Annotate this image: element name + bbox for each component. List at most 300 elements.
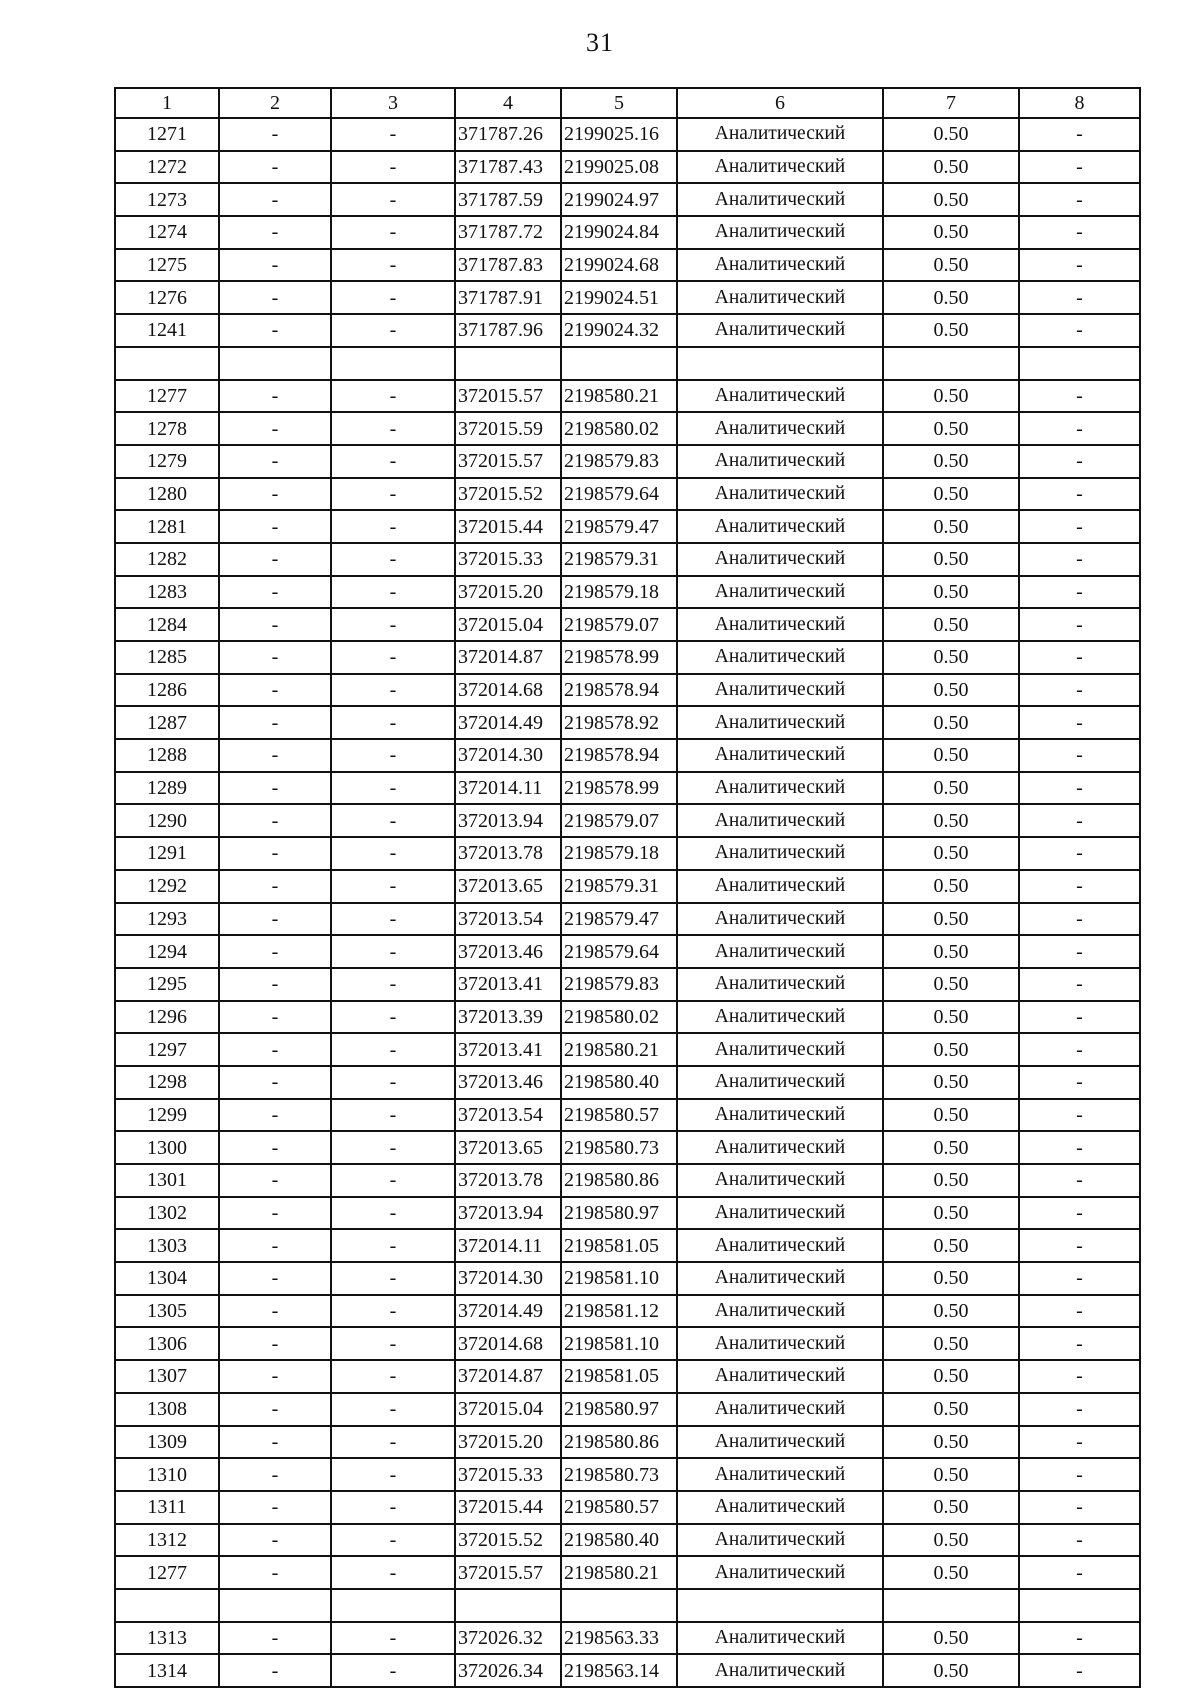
table-cell: - [331,706,455,739]
table-cell: - [1019,216,1140,249]
table-cell: 1285 [115,641,219,674]
table-cell: Аналитический [677,281,883,314]
table-cell: 1283 [115,576,219,609]
column-header: 1 [115,88,219,118]
table-cell: 372015.44 [455,1491,561,1524]
table-cell: Аналитический [677,903,883,936]
table-cell: 2198580.40 [561,1066,677,1099]
table-cell: - [331,412,455,445]
table-cell: 1284 [115,608,219,641]
table-cell: Аналитический [677,1654,883,1687]
table-cell: - [219,478,331,511]
table-cell: 1272 [115,151,219,184]
table-cell: - [219,1524,331,1557]
table-cell: 1298 [115,1066,219,1099]
table-cell: 1295 [115,968,219,1001]
table-cell: - [331,216,455,249]
table-cell: Аналитический [677,674,883,707]
table-cell: 372015.52 [455,478,561,511]
table-cell: Аналитический [677,1622,883,1655]
table-cell: 0.50 [883,1491,1019,1524]
table-cell: Аналитический [677,1327,883,1360]
table-cell: 0.50 [883,804,1019,837]
table-cell: 1279 [115,445,219,478]
table-cell: - [1019,968,1140,1001]
table-cell: - [219,445,331,478]
table-cell: - [1019,1066,1140,1099]
table-cell: 371787.91 [455,281,561,314]
table-cell: 0.50 [883,281,1019,314]
table-row [115,739,1140,772]
table-cell: - [1019,804,1140,837]
table-cell: - [1019,249,1140,282]
table-cell: - [331,739,455,772]
table-cell: Аналитический [677,772,883,805]
table-cell: - [331,804,455,837]
table-cell: 0.50 [883,1197,1019,1230]
table-cell: 0.50 [883,1556,1019,1589]
table-cell: - [219,1393,331,1426]
table-cell [331,347,455,380]
table-cell: 372013.78 [455,837,561,870]
table-cell: - [331,1360,455,1393]
column-header: 4 [455,88,561,118]
table-cell: - [219,1262,331,1295]
table-cell: - [1019,837,1140,870]
table-cell: 0.50 [883,903,1019,936]
table-cell: 0.50 [883,412,1019,445]
table-cell: - [1019,1524,1140,1557]
table-cell: Аналитический [677,641,883,674]
table-cell: - [331,1131,455,1164]
table-cell: - [219,281,331,314]
table-row [115,347,1140,380]
table-cell: 0.50 [883,543,1019,576]
table-cell: 2198579.18 [561,576,677,609]
table-cell: - [1019,1099,1140,1132]
table-cell: 1274 [115,216,219,249]
table-cell: - [1019,281,1140,314]
table-cell: 1278 [115,412,219,445]
table-row [115,1229,1140,1262]
table-cell: 0.50 [883,380,1019,413]
table-cell: Аналитический [677,1393,883,1426]
table-cell: - [219,1654,331,1687]
table-cell: 1310 [115,1458,219,1491]
table-row [115,543,1140,576]
table-cell: - [1019,1229,1140,1262]
table-cell: - [219,739,331,772]
table-cell: - [219,1295,331,1328]
table-cell: 2198580.02 [561,1001,677,1034]
table-cell: Аналитический [677,249,883,282]
table-row [115,706,1140,739]
table-cell: 372014.68 [455,674,561,707]
table-cell: 0.50 [883,837,1019,870]
table-row [115,412,1140,445]
table-row [115,641,1140,674]
table-cell: - [331,1099,455,1132]
table-cell: - [219,1066,331,1099]
table-cell: - [331,935,455,968]
table-cell: 1277 [115,1556,219,1589]
table-cell: 0.50 [883,478,1019,511]
table-cell: 0.50 [883,935,1019,968]
table-cell: - [1019,870,1140,903]
table-cell: - [1019,478,1140,511]
table-cell: 2198579.64 [561,478,677,511]
table-row [115,935,1140,968]
table-cell: 372015.20 [455,1426,561,1459]
table-row [115,1360,1140,1393]
table-cell: 371787.43 [455,151,561,184]
table-row [115,1099,1140,1132]
table-cell: 372015.57 [455,380,561,413]
table-cell: 1296 [115,1001,219,1034]
table-cell: 0.50 [883,151,1019,184]
table-cell: 1273 [115,183,219,216]
table-cell: 0.50 [883,1001,1019,1034]
table-cell: 1309 [115,1426,219,1459]
table-cell: 372013.54 [455,1099,561,1132]
table-cell: 2198579.83 [561,968,677,1001]
table-cell: - [331,314,455,347]
table-cell: 0.50 [883,576,1019,609]
table-cell: - [1019,576,1140,609]
table-cell: - [331,445,455,478]
table-cell: 372014.49 [455,1295,561,1328]
table-cell: - [219,1001,331,1034]
column-header: 5 [561,88,677,118]
table-body [115,118,1140,1687]
table-cell: 372026.34 [455,1654,561,1687]
table-cell: Аналитический [677,1556,883,1589]
table-cell: - [331,772,455,805]
table-cell: Аналитический [677,151,883,184]
table-cell: - [1019,739,1140,772]
table-cell: - [1019,118,1140,151]
table-cell: 1276 [115,281,219,314]
table-cell: Аналитический [677,183,883,216]
table-cell [115,347,219,380]
table-cell: Аналитический [677,1164,883,1197]
table-cell: 2198580.21 [561,380,677,413]
table-cell: - [331,641,455,674]
table-row [115,216,1140,249]
table-cell: Аналитический [677,804,883,837]
table-cell: - [331,1458,455,1491]
table-cell: 2198581.10 [561,1262,677,1295]
table-cell: 1286 [115,674,219,707]
table-cell: - [331,183,455,216]
table-cell: 0.50 [883,1524,1019,1557]
table-cell: Аналитический [677,412,883,445]
column-header: 2 [219,88,331,118]
table-cell: 0.50 [883,608,1019,641]
table-cell: - [331,903,455,936]
table-cell: 0.50 [883,1327,1019,1360]
table-cell: - [219,706,331,739]
table-row [115,249,1140,282]
table-cell: - [219,183,331,216]
table-cell: - [1019,935,1140,968]
table-cell: - [219,1099,331,1132]
table-cell: 0.50 [883,1229,1019,1262]
table-cell: 1304 [115,1262,219,1295]
table-cell: Аналитический [677,1262,883,1295]
table-cell: 1302 [115,1197,219,1230]
table-cell: 2199025.16 [561,118,677,151]
table-cell: 0.50 [883,1033,1019,1066]
table-cell: 0.50 [883,706,1019,739]
table-cell: - [219,1327,331,1360]
table-cell: Аналитический [677,935,883,968]
table-row [115,1131,1140,1164]
table-cell: 372015.20 [455,576,561,609]
table-cell: 0.50 [883,641,1019,674]
table-row [115,674,1140,707]
table-cell: 2198580.21 [561,1556,677,1589]
table-cell: 1307 [115,1360,219,1393]
table-row [115,870,1140,903]
table-cell: - [1019,1458,1140,1491]
table-cell: 0.50 [883,968,1019,1001]
table-cell: 1294 [115,935,219,968]
table-cell: - [331,1066,455,1099]
table-cell: 1299 [115,1099,219,1132]
table-cell: - [1019,1556,1140,1589]
table-cell: Аналитический [677,1066,883,1099]
table-cell [883,1589,1019,1622]
table-cell: 1287 [115,706,219,739]
table-cell: 372013.41 [455,968,561,1001]
table-cell: 2198578.92 [561,706,677,739]
table-cell: 2198580.57 [561,1491,677,1524]
table-row [115,1001,1140,1034]
table-cell: 1290 [115,804,219,837]
table-cell: - [219,1360,331,1393]
table-cell [1019,347,1140,380]
table-cell: 2198579.31 [561,870,677,903]
table-cell: Аналитический [677,216,883,249]
table-cell: - [331,249,455,282]
table-cell: - [331,1295,455,1328]
table-row [115,151,1140,184]
table-cell: Аналитический [677,1131,883,1164]
table-cell: Аналитический [677,1099,883,1132]
table-cell: - [1019,445,1140,478]
table-cell: - [331,118,455,151]
table-cell: 2198579.07 [561,608,677,641]
table-cell: - [1019,608,1140,641]
table-cell: 372014.30 [455,739,561,772]
table-cell: - [1019,641,1140,674]
table-cell: - [219,380,331,413]
table-cell: 0.50 [883,1654,1019,1687]
table-cell: - [331,1033,455,1066]
table-cell [219,1589,331,1622]
table-cell: - [1019,1295,1140,1328]
table-cell: - [331,870,455,903]
table-cell: - [219,249,331,282]
table-cell: 0.50 [883,1426,1019,1459]
table-cell: 0.50 [883,510,1019,543]
table-cell: 2198580.86 [561,1426,677,1459]
table-cell: 1308 [115,1393,219,1426]
table-cell: 372015.33 [455,1458,561,1491]
table-cell: - [219,151,331,184]
table-cell: 2198581.05 [561,1360,677,1393]
table-row [115,478,1140,511]
table-row [115,1197,1140,1230]
table-row [115,1491,1140,1524]
table-cell: 372014.87 [455,641,561,674]
table-cell: - [331,478,455,511]
table-cell: 1306 [115,1327,219,1360]
table-cell: 1313 [115,1622,219,1655]
table-cell: - [219,412,331,445]
table-cell: 2198579.47 [561,903,677,936]
table-row [115,1295,1140,1328]
table-cell: 372015.52 [455,1524,561,1557]
table-cell [677,1589,883,1622]
table-cell: - [1019,151,1140,184]
table-cell: 1297 [115,1033,219,1066]
table-cell: - [331,380,455,413]
table-cell: - [1019,380,1140,413]
table-cell: - [219,1131,331,1164]
table-cell [677,347,883,380]
table-cell: Аналитический [677,1229,883,1262]
table-row [115,1327,1140,1360]
table-row [115,608,1140,641]
table-cell: Аналитический [677,1295,883,1328]
table-cell: - [219,903,331,936]
table-cell: 0.50 [883,183,1019,216]
table-cell: Аналитический [677,380,883,413]
table-cell: - [219,1491,331,1524]
table-cell: Аналитический [677,1360,883,1393]
table-cell: - [331,1622,455,1655]
table-cell: - [1019,674,1140,707]
table-cell: 372015.57 [455,1556,561,1589]
table-cell: Аналитический [677,739,883,772]
table-cell: - [219,674,331,707]
table-row [115,1654,1140,1687]
table-cell: - [1019,1426,1140,1459]
table-row [115,510,1140,543]
table-cell: - [1019,1164,1140,1197]
table-cell: - [219,870,331,903]
table-cell: - [331,1164,455,1197]
table-cell: 372015.44 [455,510,561,543]
table-cell: 1280 [115,478,219,511]
table-cell: 2198580.21 [561,1033,677,1066]
table-cell: - [219,608,331,641]
table-cell: - [331,576,455,609]
table-cell: 0.50 [883,1066,1019,1099]
table-cell: 2198578.99 [561,772,677,805]
table-cell: - [331,281,455,314]
table-cell: 2198579.83 [561,445,677,478]
table-cell: - [1019,1001,1140,1034]
table-cell: 1288 [115,739,219,772]
table-cell: 371787.59 [455,183,561,216]
table-cell [561,1589,677,1622]
table-cell: - [1019,903,1140,936]
table-cell: 1314 [115,1654,219,1687]
table-cell [331,1589,455,1622]
table-cell: 372014.30 [455,1262,561,1295]
table-cell: - [1019,510,1140,543]
table-cell: 371787.96 [455,314,561,347]
column-header: 3 [331,88,455,118]
table-cell: - [219,935,331,968]
table-cell: 1241 [115,314,219,347]
table-cell: - [1019,183,1140,216]
table-cell: 371787.83 [455,249,561,282]
table-cell: Аналитический [677,510,883,543]
table-row [115,183,1140,216]
column-header: 7 [883,88,1019,118]
table-cell: - [331,1426,455,1459]
table-cell: - [331,1393,455,1426]
table-cell: 372015.04 [455,608,561,641]
table-cell: 372014.11 [455,772,561,805]
table-row [115,1426,1140,1459]
table-cell: Аналитический [677,1197,883,1230]
table-cell: - [1019,412,1140,445]
table-row [115,968,1140,1001]
table-cell: 0.50 [883,1099,1019,1132]
header-row [115,88,1140,118]
table-cell: - [219,968,331,1001]
table-cell: - [219,314,331,347]
table-cell: Аналитический [677,1426,883,1459]
coordinates-table [114,87,1141,1688]
table-cell: - [331,1262,455,1295]
table-cell: 1277 [115,380,219,413]
table-cell: 2198579.18 [561,837,677,870]
table-cell [455,347,561,380]
table-cell: - [1019,1654,1140,1687]
table-cell: 372013.41 [455,1033,561,1066]
table-cell: 2198580.57 [561,1099,677,1132]
table-cell: Аналитический [677,870,883,903]
table-cell: Аналитический [677,576,883,609]
table-cell: Аналитический [677,118,883,151]
table-cell: - [219,1164,331,1197]
table-row [115,1393,1140,1426]
table-cell: - [331,1654,455,1687]
table-cell: 0.50 [883,249,1019,282]
table-row [115,903,1140,936]
table-row [115,1066,1140,1099]
table-cell: Аналитический [677,608,883,641]
table-cell: 1293 [115,903,219,936]
table-row [115,1262,1140,1295]
table-cell: 2198581.10 [561,1327,677,1360]
table-cell: 0.50 [883,216,1019,249]
table-cell: 0.50 [883,1295,1019,1328]
table-cell: 1289 [115,772,219,805]
table-cell: Аналитический [677,837,883,870]
table-cell: - [331,1556,455,1589]
table-cell: 372013.54 [455,903,561,936]
table-cell: 0.50 [883,870,1019,903]
table-cell: 372014.11 [455,1229,561,1262]
table-cell: - [1019,1033,1140,1066]
